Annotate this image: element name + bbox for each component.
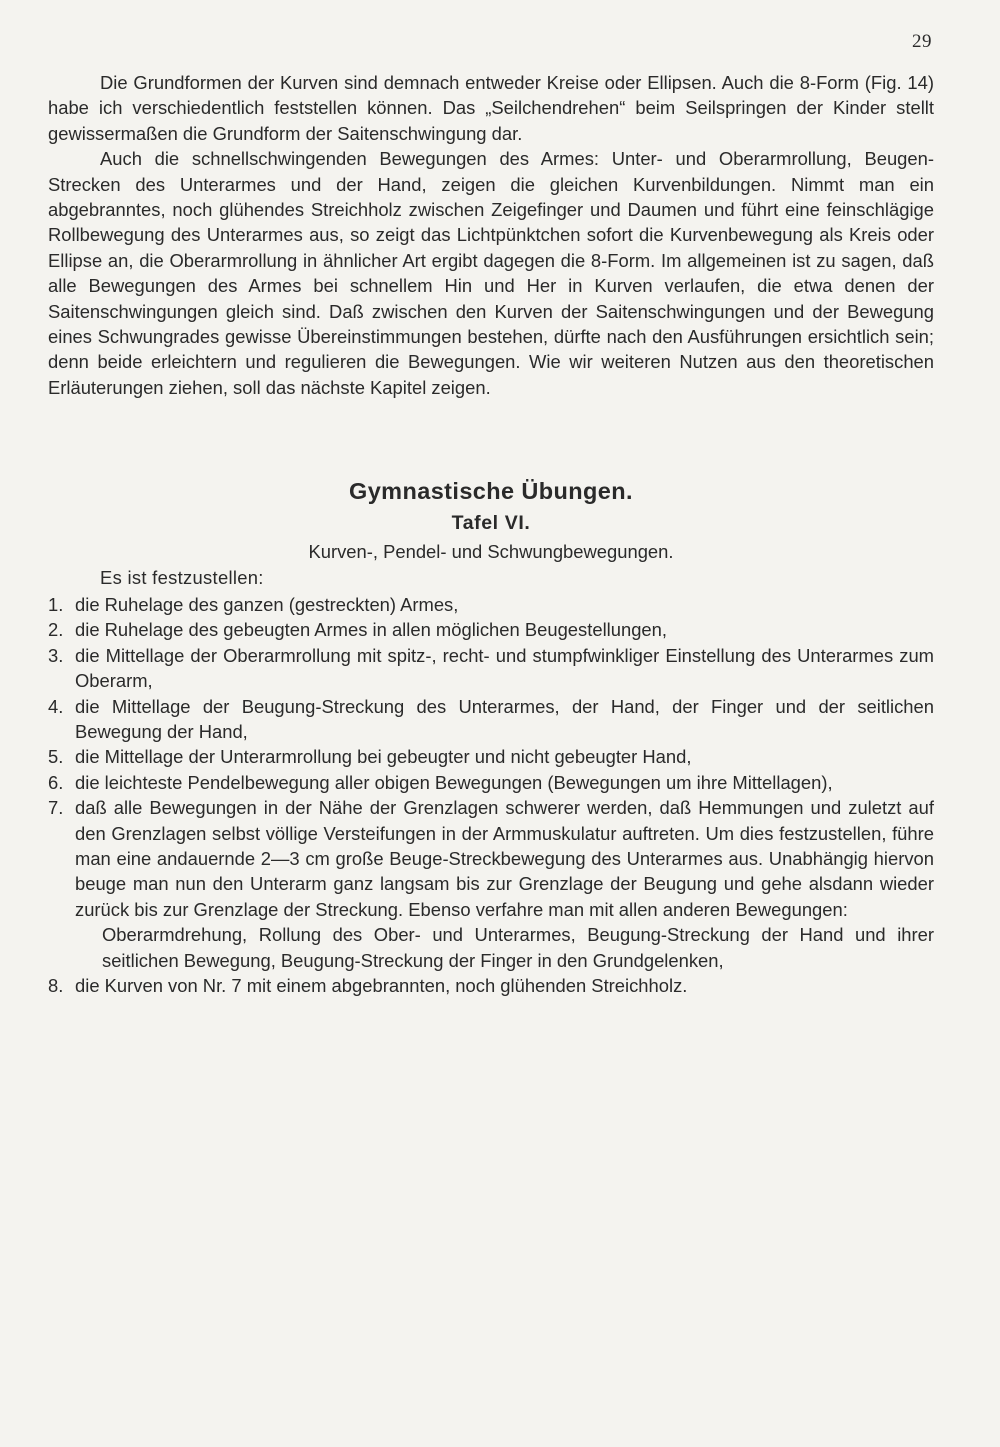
list-item [48,770,934,795]
intro-paragraph: Auch die schnellschwingenden Bewegungen des Armes: Unter- und Oberarmrollung, Beugen-Strecken des Unterarmes und der Hand, zeigen die gleichen Kurvenbildungen. Nimmt man ein abgebranntes, noch glühendes Streichholz zwischen Zeigefinger und Daumen und führt eine feinschlägige Rollbewegung des Unterarmes aus, so zeigt das Lichtpünktchen sofort die Kurvenbewegung als Kreis oder Ellipse an, die Oberarmrollung in ähnlicher Art ergibt dagegen die 8-Form. Im allgemeinen ist zu sagen, daß alle Bewegungen des Armes bei schnellem Hin und Her in Kurven verlaufen, die etwa denen der Saitenschwingungen gleich sind. Daß zwischen den Kurven der Saitenschwingungen und der Bewegung eines Schwungrades gewisse Übereinstimmungen bestehen, dürfte nach den Ausführungen ersichtlich sein; denn beide erleichtern und regulieren die Bewegungen. Wie wir weiteren Nutzen aus den theoretischen Erläuterungen ziehen, soll das nächste Kapitel zeigen. [48,148,934,398]
list-item [48,973,934,998]
list-item [48,617,934,642]
list-item-text: die Mittellage der Unterarmrollung bei gebeugter und nicht gebeugter Hand, [75,746,692,768]
list-item-text: die Kurven von Nr. 7 mit einem abgebrannten, noch glühenden Streichholz. [75,975,688,997]
list-item [48,643,934,694]
page-number: 29 [912,31,932,52]
list-item [48,694,934,745]
list-item-number: 4. [48,695,64,717]
list-item-text: die Ruhelage des gebeugten Armes in allen möglichen Beugestellungen, [75,619,667,641]
list-item-text: die Ruhelage des ganzen (gestreckten) Armes, [75,594,459,615]
list-item-text: die Mittellage der Beugung-Streckung des Unterarmes, der Hand, der Finger und der seitlichen Bewegung der Hand, [75,695,934,743]
exercise-list [48,592,934,999]
list-item-text: daß alle Bewegungen in der Nähe der Grenzlagen schwerer werden, daß Hemmungen und zuletzt auf den Grenzlagen selbst völlige Versteifungen in der Armmuskulatur auftreten. Um dies festzustellen, führe man eine andauernde 2—3 cm große Beuge-Streckbewegung des Unterarmes aus. Unabhängig hiervon beuge man nun den Unterarm ganz langsam bis zur Grenzlage der Beugung und gehe alsdann wieder zurück bis zur Grenzlage der Streckung. Ebenso verfahre man mit allen anderen Bewegungen: [75,797,934,920]
list-item-number: 2. [48,619,64,641]
list-item-number: 7. [48,797,64,819]
intro-text [48,70,934,400]
list-item-number: 1. [48,594,64,615]
section-subtitle: Kurven-, Pendel- und Schwungbewegungen. [308,541,674,562]
plate-title: Tafel VI. [451,512,531,534]
list-item-number: 8. [48,975,64,997]
list-item-text: die Mittellage der Oberarmrollung mit spitz-, recht- und stumpfwinkliger Einstellung des Unterarmes zum Oberarm, [75,644,934,692]
list-item-continuation: Oberarmdrehung, Rollung des Ober- und Unterarmes, Beugung-Streckung der Hand und ihrer seitlichen Bewegung, Beugung-Streckung der Finger in den Grundgelenken, [102,924,934,971]
intro-paragraph: Die Grundformen der Kurven sind demnach entweder Kreise oder Ellipsen. Auch die 8-Form (Fig. 14) habe ich verschiedentlich feststellen können. Das „Seilchendrehen“ beim Seilspringen der Kinder stellt gewissermaßen die Grundform der Saitenschwingung dar. [48,72,934,144]
list-item-number: 6. [48,771,64,793]
list-item-text: die leichteste Pendelbewegung aller obigen Bewegungen (Bewegungen um ihre Mittellagen), [75,771,833,793]
list-item-number: 3. [48,644,64,666]
list-item-number: 5. [48,746,64,768]
list-item [48,795,934,973]
section-title: Gymnastische Übungen. [349,478,633,504]
list-item [48,744,934,769]
list-lead-text: Es ist festzustellen: [100,567,264,588]
list-item [48,592,934,617]
